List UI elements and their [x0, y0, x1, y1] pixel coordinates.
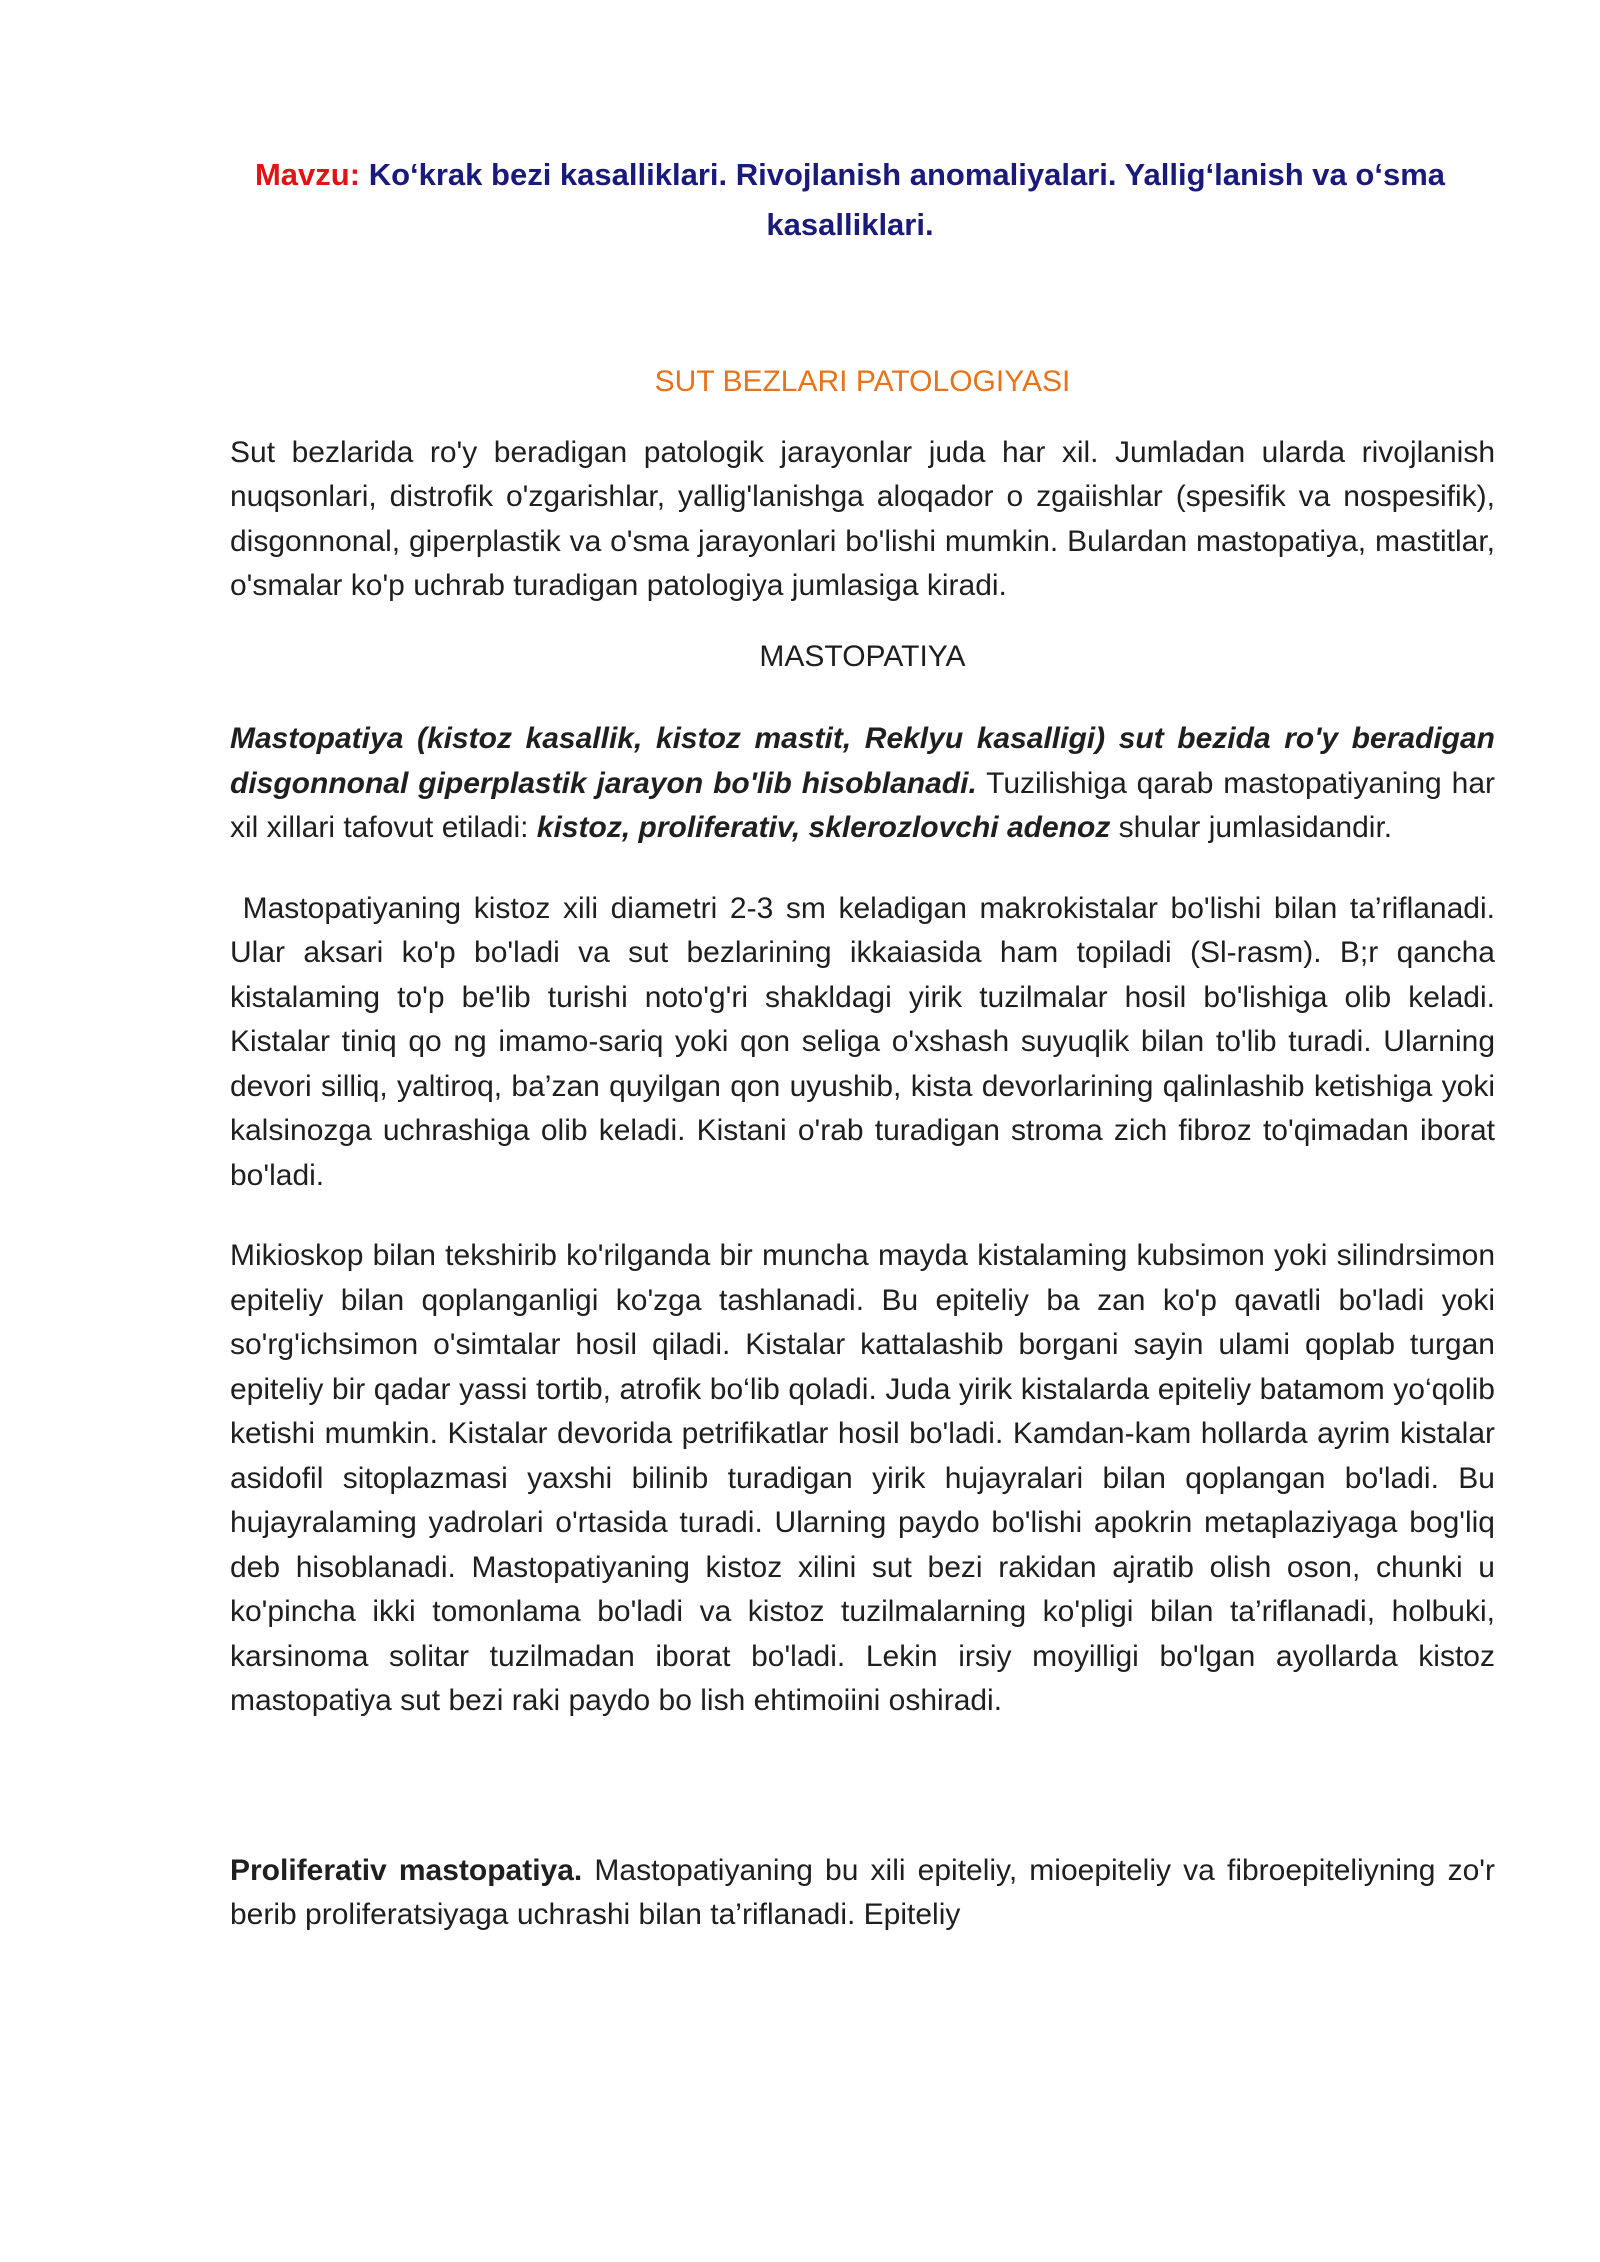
- comma-1: ,: [621, 811, 639, 844]
- title-label: Mavzu:: [254, 157, 361, 192]
- proliferativ-heading: Proliferativ mastopatiya.: [230, 1853, 583, 1887]
- paragraph-proliferativ: [230, 1849, 1495, 1938]
- section-heading-sut-bezlari: SUT BEZLARI PATOLOGIYASI: [654, 365, 1071, 398]
- definition-bold-italic: Mastopatiya (kistoz kasallik, kistoz mastit, Reklyu kasalligi) sut bezida ro'y beradigan disgonnonal giperplastik jarayon bo'lib hisoblanadi.: [230, 722, 1495, 800]
- definition-end: shular jumlasidandir.: [1110, 811, 1393, 844]
- paragraph-mastopatiya-definition: [230, 717, 1495, 851]
- type-proliferativ: proliferativ: [638, 811, 792, 844]
- title-text: Ko‘krak bezi kasalliklari. Rivojlanish anomaliyalari. Yallig‘lanish va o‘sma kasalliklari.: [368, 157, 1445, 242]
- paragraph-intro: Sut bezlarida ro'y beradigan patologik jarayonlar juda har xil. Jumladan ularda rivojlanish nuqsonlari, distrofik o'zgarishlar, yallig'lanishga aloqador o zgaiishlar (spesifik va nospesifik), disgonnonal, giperplastik va o'sma jarayonlari bo'lishi mumkin. Bulardan mastopatiya, mastitlar, o'smalar ko'p uchrab turadigan patologiya jumlasiga kiradi.: [230, 435, 1495, 602]
- type-kistoz: kistoz: [536, 811, 622, 844]
- paragraph-mikroskop: Mikioskop bilan tekshirib ko'rilganda bir muncha mayda kistalaming kubsimon yoki silindrsimon epiteliy bilan qoplanganligi ko'zga tashlanadi. Bu epiteliy ba zan ko'p qavatli bo'ladi yoki so'rg'ichsimon o'simtalar hosil qiladi. Kistalar kattalashib borgani sayin ulami qoplab turgan epiteliy bir qadar yassi tortib, atrofik bo‘lib qoladi. Juda yirik kistalarda epiteliy batamom yo‘qolib ketishi mumkin. Kistalar devorida petrifikatlar hosil bo'ladi. Kamdan-kam hollarda ayrim kistalar asidofil sitoplazmasi yaxshi bilinib turadigan yirik hujayralari bilan qoplangan bo'ladi. Bu hujayralaming yadrolari o'rtasida turadi. Ularning paydo bo'lishi apokrin metaplaziyaga bog'liq deb hisoblanadi. Mastopatiyaning kistoz xilini sut bezi rakidan ajratib olish oson, chunki u ko'pincha ikki tomonlama bo'ladi va kistoz tuzilmalarning ko'pligi bilan ta’riflanadi, holbuki, karsinoma solitar tuzilmadan iborat bo'ladi. Lekin irsiy moyilligi bo'lgan ayollarda kistoz mastopatiya sut bezi raki paydo bo lish ehtimoiini oshiradi.: [230, 1239, 1495, 1717]
- comma-2: ,: [791, 811, 809, 844]
- paragraph-kistoz-xili: Mastopatiyaning kistoz xili diametri 2-3 sm keladigan makrokistalar bo'lishi bilan ta’riflanadi. Ular aksari ko'p bo'ladi va sut bezlarining ikkaiasida ham topiladi (Sl-rasm). B;r qancha kistalaming to'p be'lib turishi noto'g'ri shakldagi yirik tuzilmalar hosil bo'lishiga olib keladi. Kistalar tiniq qo ng imamo-sariq yoki qon seliga o'xshash suyuqlik bilan to'lib turadi. Ularning devori silliq, yaltiroq, ba’zan quyilgan qon uyushib, kista devorlarining qalinlashib ketishiga yoki kalsinozga uchrashiga olib keladi. Kistani o'rab turadigan stroma zich fibroz to'qimadan iborat bo'ladi.: [230, 891, 1504, 1192]
- section-heading-mastopatiya: MASTOPATIYA: [759, 639, 966, 673]
- type-sklerozlovchi-adenoz: sklerozlovchi adenoz: [808, 811, 1111, 844]
- document-body: [230, 360, 1504, 1938]
- definition-text: Tuzilishiga qarab mastopatiyaning har xil xillari tafovut etiladi:: [230, 766, 1495, 844]
- proliferativ-text: Mastopatiyaning bu xili epiteliy, mioepiteliy va fibroepiteliyning zo'r berib proliferatsiyaga uchrashi bilan ta’riflanadi. Epiteliy: [230, 1853, 1495, 1931]
- document-title: [230, 150, 1470, 250]
